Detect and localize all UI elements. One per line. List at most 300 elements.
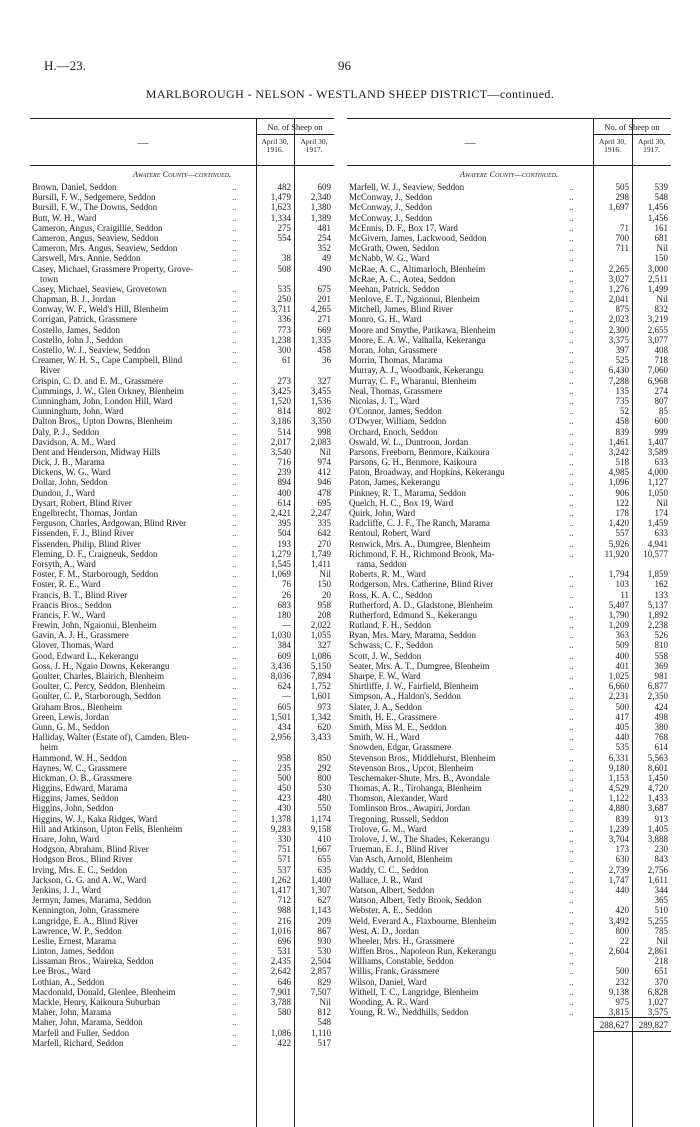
sheep-1916: 2,231 xyxy=(608,691,629,702)
owner-name: Cunningham, John, Ward xyxy=(32,406,124,417)
sheep-1917: 5,563 xyxy=(647,752,668,763)
sheep-1917: 4,941 xyxy=(647,538,668,549)
sheep-1916: 5,407 xyxy=(608,599,629,610)
owner-name: Simpson, A., Haldon's, Seddon xyxy=(349,691,461,702)
table-row xyxy=(347,987,671,997)
leader-dots: .. xyxy=(232,1037,237,1048)
owner-name: Casey, Michael, Seaview, Grovetown xyxy=(32,283,167,294)
owner-name: Dickens, W. G., Ward xyxy=(32,467,111,478)
table-row xyxy=(347,854,671,864)
sheep-1916: 1,016 xyxy=(270,925,291,936)
header-dash: — xyxy=(137,137,149,149)
sheep-1916: 814 xyxy=(277,406,291,417)
sheep-1917: 548 xyxy=(654,192,668,203)
sheep-1916: 4,880 xyxy=(608,803,629,814)
leader-dots: .. xyxy=(569,589,574,600)
leader-dots: .. xyxy=(232,640,237,651)
owner-name: Butt, W. H., Ward xyxy=(32,212,97,223)
leader-dots: .. xyxy=(569,874,574,885)
table-row xyxy=(347,783,671,793)
owner-name: Gunn, G. M., Seddon xyxy=(32,721,110,732)
header-dash: — xyxy=(464,137,476,149)
owner-name: Costello, John J., Seddon xyxy=(32,334,124,345)
sheep-1916: 1,420 xyxy=(608,518,629,529)
leader-dots: .. xyxy=(569,457,574,468)
table-row xyxy=(347,294,671,304)
leader-dots: .. xyxy=(232,721,237,732)
sheep-1916: 397 xyxy=(615,345,629,355)
table-row xyxy=(30,885,334,895)
owner-name: Dollar, John, Seddon xyxy=(32,477,108,488)
owner-name: Orchard, Enoch, Seddon xyxy=(349,426,438,437)
owner-name: Slater, J. A., Seddon xyxy=(349,701,422,712)
table-row xyxy=(347,640,671,650)
table-row xyxy=(30,691,334,701)
leader-dots: .. xyxy=(569,956,574,967)
sheep-1916: 6,660 xyxy=(608,681,629,692)
table-row xyxy=(347,314,671,324)
total-1916: 288,627 xyxy=(599,1020,629,1031)
sheep-1917: 6,877 xyxy=(647,681,668,692)
table-row xyxy=(30,202,334,212)
leader-dots: .. xyxy=(232,701,237,712)
sheep-1916: 700 xyxy=(615,232,629,243)
sheep-1917: 270 xyxy=(317,538,331,549)
sheep-1917: 981 xyxy=(654,671,668,681)
owner-name: Dysart, Robert, Blind River xyxy=(32,497,132,508)
owner-name: Waddy, C. C., Seddon xyxy=(349,864,429,875)
table-row xyxy=(30,875,334,885)
sheep-1917: 1,407 xyxy=(647,436,668,447)
table-row xyxy=(30,345,334,355)
table-row xyxy=(347,233,671,243)
owner-name: McConway, J., Seddon xyxy=(349,202,433,213)
owner-name: Radcliffe, C. J. F., The Ranch, Marama xyxy=(349,518,490,529)
leader-dots: .. xyxy=(569,406,574,417)
leader-dots: .. xyxy=(232,548,237,559)
sheep-1916: 458 xyxy=(615,416,629,427)
sheep-1916: 38 xyxy=(282,253,291,264)
sheep-1917: 1,405 xyxy=(647,823,668,834)
sheep-1916: 1,747 xyxy=(608,874,629,885)
table-row xyxy=(30,559,334,569)
sheep-1917: 998 xyxy=(317,426,331,437)
leader-dots: .. xyxy=(569,976,574,987)
leader-dots: .. xyxy=(232,1007,237,1018)
sheep-1916: — xyxy=(282,620,291,631)
leader-dots: .. xyxy=(569,630,574,641)
owner-name: Ross, K. A. C., Seddon xyxy=(349,589,433,600)
owner-name: Paton, Broadway, and Hopkins, Kekerangu xyxy=(349,467,505,478)
owner-name: Watson, Albert, Tetly Brook, Seddon xyxy=(349,895,482,906)
owner-name: Teschemaker-Shute, Mrs. B., Avondale xyxy=(349,772,490,783)
leader-dots: .. xyxy=(569,620,574,631)
leader-dots: .. xyxy=(569,986,574,997)
table-row xyxy=(30,274,334,284)
owner-name: Lawrence, W. P., Seddon xyxy=(32,925,122,936)
table-row xyxy=(30,834,334,844)
sheep-1917: 352 xyxy=(317,243,331,254)
owner-name: Corrigan, Patrick, Grassmere xyxy=(32,314,137,325)
table-row xyxy=(347,416,671,426)
owner-name: Gavin, A. J. H., Grassmere xyxy=(32,630,129,641)
sheep-1916: 1,153 xyxy=(608,772,629,783)
leader-dots: .. xyxy=(569,997,574,1007)
table-row xyxy=(347,732,671,742)
leader-dots: .. xyxy=(232,630,237,641)
leader-dots: .. xyxy=(232,508,237,518)
sheep-1916: 773 xyxy=(277,324,291,335)
leader-dots: .. xyxy=(232,558,237,569)
owner-name: Francis Bros., Seddon xyxy=(32,599,112,610)
table-row xyxy=(347,1007,671,1017)
sheep-1916: 2,435 xyxy=(270,956,291,967)
owner-name: Goulter, Charles, Blairich, Blenheim xyxy=(32,671,165,681)
sheep-1917: Nil xyxy=(319,446,331,457)
owner-name: Leslie, Ernest, Marama xyxy=(32,935,116,946)
owner-name: Ryan, Mrs. Mary, Marama, Seddon xyxy=(349,630,477,641)
owner-name: Foster, R. E., Ward xyxy=(32,579,101,590)
sheep-1917: 335 xyxy=(317,518,331,529)
leader-dots: .. xyxy=(569,721,574,732)
sheep-1916: 180 xyxy=(277,609,291,620)
sheep-1917: 481 xyxy=(317,222,331,233)
sheep-1917: 1,611 xyxy=(648,874,668,885)
sheep-1917: 810 xyxy=(654,640,668,651)
leader-dots: .. xyxy=(569,915,574,926)
table-row xyxy=(347,630,671,640)
table-row xyxy=(30,579,334,589)
column-rule xyxy=(632,118,633,1127)
owner-name: Dalton Bros., Upton Downs, Blenheim xyxy=(32,416,173,427)
leader-dots: .. xyxy=(232,966,237,977)
sheep-1917: 327 xyxy=(317,375,331,386)
header-col-1917 xyxy=(632,138,671,154)
sheep-1917: 9,158 xyxy=(310,823,331,834)
table-row xyxy=(347,966,671,976)
leader-dots: .. xyxy=(232,416,237,427)
table-row xyxy=(347,376,671,386)
table-row xyxy=(347,590,671,600)
sheep-1917: 913 xyxy=(654,813,668,824)
table-row xyxy=(30,732,334,742)
sheep-1916: 1,209 xyxy=(608,620,629,631)
table-row xyxy=(347,325,671,335)
sheep-1917: 1,342 xyxy=(310,711,331,722)
owner-name: Hodgson Bros., Blind River xyxy=(32,854,133,865)
sheep-1916: 2,956 xyxy=(270,732,291,743)
sheep-1916: 8,036 xyxy=(270,671,291,681)
table-row xyxy=(30,712,334,722)
sheep-1917: 2,340 xyxy=(310,192,331,203)
sheep-1917: 800 xyxy=(317,772,331,783)
sheep-1916: 504 xyxy=(277,528,291,539)
table-row xyxy=(30,671,334,681)
leader-dots: .. xyxy=(232,477,237,488)
leader-dots: .. xyxy=(569,935,574,946)
table-row xyxy=(347,518,671,528)
sheep-1917: 2,756 xyxy=(647,864,668,875)
sheep-1916: — xyxy=(282,691,291,702)
table-row xyxy=(347,274,671,284)
leader-dots: .. xyxy=(569,538,574,549)
table-row xyxy=(30,773,334,783)
table-row xyxy=(30,1017,334,1027)
sheep-1917: 1,050 xyxy=(647,487,668,498)
sheep-1917: 2,350 xyxy=(647,691,668,702)
table-row xyxy=(347,691,671,701)
leader-dots: .. xyxy=(569,895,574,906)
sheep-1917: 2,247 xyxy=(310,508,331,518)
table-row xyxy=(30,284,334,294)
sheep-1916: 1,069 xyxy=(270,569,291,580)
table-row xyxy=(30,304,334,314)
owner-name: Chapman, B. J., Jordan xyxy=(32,294,116,305)
sheep-1917: 10,577 xyxy=(643,548,668,559)
sheep-1917: 695 xyxy=(317,497,331,508)
sheep-1917: 4,000 xyxy=(647,467,668,478)
owner-name: Kennington, John, Grassmere xyxy=(32,905,139,916)
table-row xyxy=(30,233,334,243)
header-group: No. of Sheep on xyxy=(593,122,671,135)
sheep-1916: 2,041 xyxy=(608,294,629,305)
leader-dots: .. xyxy=(569,477,574,488)
sheep-1917: 635 xyxy=(317,864,331,875)
owner-name: Moran, John, Grassmere xyxy=(349,345,438,355)
sheep-1917: 2,504 xyxy=(310,956,331,967)
sheep-1916: 800 xyxy=(615,925,629,936)
sheep-1917: 530 xyxy=(317,946,331,957)
sheep-1917: 526 xyxy=(654,630,668,641)
table-row xyxy=(347,916,671,926)
right-section-heading: Awatere County—continued. xyxy=(459,169,559,179)
table-row xyxy=(30,966,334,976)
owner-name: Hickman, O. B., Grassmere xyxy=(32,772,132,783)
leader-dots: .. xyxy=(569,212,574,223)
sheep-1916: 1,096 xyxy=(608,477,629,488)
sheep-1916: 232 xyxy=(615,976,629,987)
leader-dots: .. xyxy=(569,691,574,702)
sheep-1917: 2,861 xyxy=(647,946,668,957)
sheep-1917: 1,086 xyxy=(310,650,331,661)
owner-name: Marfell, Richard, Seddon xyxy=(32,1037,124,1048)
sheep-1917: 254 xyxy=(317,232,331,243)
sheep-1917: 600 xyxy=(654,416,668,427)
table-row xyxy=(347,620,671,630)
table-row xyxy=(30,427,334,437)
leader-dots: .. xyxy=(569,823,574,834)
sheep-1917: 4,720 xyxy=(647,783,668,794)
header-col-1916-l2: 1916. xyxy=(266,145,284,154)
leader-dots: .. xyxy=(232,660,237,671)
sheep-1917: 3,000 xyxy=(647,263,668,274)
owner-name: Higgins, James, Seddon xyxy=(32,793,119,804)
sheep-1917: 5,137 xyxy=(647,599,668,610)
table-row xyxy=(347,997,671,1007)
leader-dots: .. xyxy=(232,222,237,233)
owner-name: Hoare, John, Ward xyxy=(32,834,100,844)
owner-name: Smith, W. H., Ward xyxy=(349,732,420,743)
table-row xyxy=(347,457,671,467)
sheep-1916: 193 xyxy=(277,538,291,549)
leader-dots: .. xyxy=(569,813,574,824)
leader-dots: .. xyxy=(569,365,574,376)
leader-dots: .. xyxy=(232,895,237,906)
owner-name: Linton, James, Seddon xyxy=(32,946,114,957)
sheep-1917: 609 xyxy=(317,182,331,192)
sheep-1917: 3,687 xyxy=(647,803,668,814)
sheep-1917: 1,400 xyxy=(310,874,331,885)
page-number: 96 xyxy=(338,58,351,73)
leader-dots: .. xyxy=(232,528,237,539)
leader-dots: .. xyxy=(232,905,237,916)
table-row xyxy=(30,661,334,671)
leader-dots: .. xyxy=(232,436,237,447)
sheep-1916: 135 xyxy=(615,385,629,396)
sheep-1917: 829 xyxy=(317,976,331,987)
leader-dots: .. xyxy=(569,681,574,692)
table-row xyxy=(30,447,334,457)
sheep-1917: 2,022 xyxy=(310,620,331,631)
sheep-1916: 712 xyxy=(277,895,291,906)
sheep-1916: 363 xyxy=(615,630,629,641)
leader-dots: .. xyxy=(232,304,237,315)
sheep-1916: 500 xyxy=(615,966,629,977)
owner-name: Fissenden, F. J., Blind River xyxy=(32,528,134,539)
leader-dots: .. xyxy=(232,956,237,967)
leader-dots: .. xyxy=(232,569,237,580)
owner-name: Wallace, J. R., Ward xyxy=(349,874,423,885)
leader-dots: .. xyxy=(569,609,574,620)
owner-name: Wilson, Daniel, Ward xyxy=(349,976,427,987)
owner-name: Hodgson, Abraham, Blind River xyxy=(32,844,149,855)
owner-name: Rentoul, Robert, Ward xyxy=(349,528,431,539)
sheep-1916: 1,545 xyxy=(270,558,291,569)
sheep-1917: 973 xyxy=(317,701,331,712)
totals-row xyxy=(347,1020,671,1030)
table-row xyxy=(347,671,671,681)
sheep-1916: 3,788 xyxy=(270,997,291,1007)
leader-dots: .. xyxy=(232,324,237,335)
sheep-1917: 370 xyxy=(654,976,668,987)
sheep-1917: 785 xyxy=(654,925,668,936)
sheep-1916: 103 xyxy=(615,579,629,590)
sheep-1917: 1,127 xyxy=(647,477,668,488)
owner-name: Macdonald, Donald, Glenlee, Blenheim xyxy=(32,986,176,997)
owner-name: Fleming, D. F., Craigneuk, Seddon xyxy=(32,548,158,559)
leader-dots: .. xyxy=(569,253,574,264)
owner-name: Casey, Michael, Grassmere Property, Grove- xyxy=(32,263,194,274)
leader-dots: .. xyxy=(569,834,574,844)
leader-dots: .. xyxy=(232,385,237,396)
sheep-1917: 681 xyxy=(654,232,668,243)
sheep-1916: 1,030 xyxy=(270,630,291,641)
header-col-1917-l1: April 30, xyxy=(300,137,328,146)
leader-dots: .. xyxy=(569,487,574,498)
header-col-1917-l1: April 30, xyxy=(637,137,666,146)
sheep-1916: 450 xyxy=(277,783,291,794)
header-group: No. of Sheep on xyxy=(256,122,334,135)
leader-dots: .. xyxy=(569,946,574,957)
sheep-1916: 26 xyxy=(282,589,291,600)
table-row xyxy=(30,702,334,712)
sheep-1917: 867 xyxy=(317,925,331,936)
leader-dots: .. xyxy=(232,997,237,1007)
sheep-1917: 1,174 xyxy=(310,813,331,824)
table-row xyxy=(30,182,334,192)
owner-name: Daly, P. J., Seddon xyxy=(32,426,100,437)
sheep-1916: 683 xyxy=(277,599,291,610)
table-row xyxy=(30,223,334,233)
sheep-1916: 646 xyxy=(277,976,291,987)
sheep-1917: 1,456 xyxy=(647,202,668,213)
sheep-1916: 1,238 xyxy=(270,334,291,345)
table-row xyxy=(347,406,671,416)
owner-name: Frewin, John, Ngaionui, Blenheim xyxy=(32,620,157,631)
owner-name: Nicolas, J. T., Ward xyxy=(349,395,420,406)
sheep-1917: 6,828 xyxy=(647,986,668,997)
sheep-1917: 292 xyxy=(317,762,331,773)
leader-dots: .. xyxy=(232,772,237,783)
sheep-1916: 173 xyxy=(615,844,629,855)
owner-name: Jenkins, J. J., Ward xyxy=(32,884,101,895)
sheep-1916: 482 xyxy=(277,182,291,192)
sheep-1916: 1,378 xyxy=(270,813,291,824)
leader-dots: .. xyxy=(569,528,574,539)
leader-dots: .. xyxy=(232,406,237,417)
sheep-1916: 605 xyxy=(277,701,291,712)
header-col-1917 xyxy=(294,138,334,154)
leader-dots: .. xyxy=(569,497,574,508)
owner-name: Moore, E. A. W., Valhalla, Kekerangu xyxy=(349,334,486,345)
table-row xyxy=(347,508,671,518)
sheep-1916: 1,697 xyxy=(608,202,629,213)
owner-name: Lee Bros., Ward xyxy=(32,966,91,977)
sheep-1916: 500 xyxy=(277,772,291,783)
table-row xyxy=(30,569,334,579)
table-row xyxy=(347,681,671,691)
owner-name: Costello, James, Seddon xyxy=(32,324,120,335)
owner-name: Rodgerson, Mrs. Catherine, Blind River xyxy=(349,579,494,590)
sheep-1917: Nil xyxy=(319,569,331,580)
leader-dots: .. xyxy=(232,854,237,865)
sheep-1917: 8,601 xyxy=(647,762,668,773)
sheep-1917: 718 xyxy=(654,355,668,366)
owner-name: Wooding, A. R., Ward xyxy=(349,997,429,1007)
sheep-1917: 380 xyxy=(654,721,668,732)
leader-dots: .. xyxy=(232,793,237,804)
table-row xyxy=(347,396,671,406)
leader-dots: .. xyxy=(569,650,574,661)
sheep-1916: 3,242 xyxy=(608,446,629,457)
sheep-1917: 669 xyxy=(317,324,331,335)
table-row xyxy=(30,936,334,946)
sheep-1917: 530 xyxy=(317,783,331,794)
sheep-1916: 3,815 xyxy=(608,1007,629,1018)
table-row xyxy=(347,956,671,966)
table-row xyxy=(30,355,334,365)
table-row xyxy=(347,865,671,875)
sheep-1916: 2,421 xyxy=(270,508,291,518)
leader-dots: .. xyxy=(232,518,237,529)
leader-dots: .. xyxy=(569,243,574,254)
leader-dots: .. xyxy=(232,192,237,203)
left-column-header xyxy=(30,118,334,166)
sheep-1917: 480 xyxy=(317,793,331,804)
owner-name: Higgins, John, Seddon xyxy=(32,803,114,814)
sheep-1916: 1,417 xyxy=(270,884,291,895)
sheep-1916: 2,023 xyxy=(608,314,629,325)
